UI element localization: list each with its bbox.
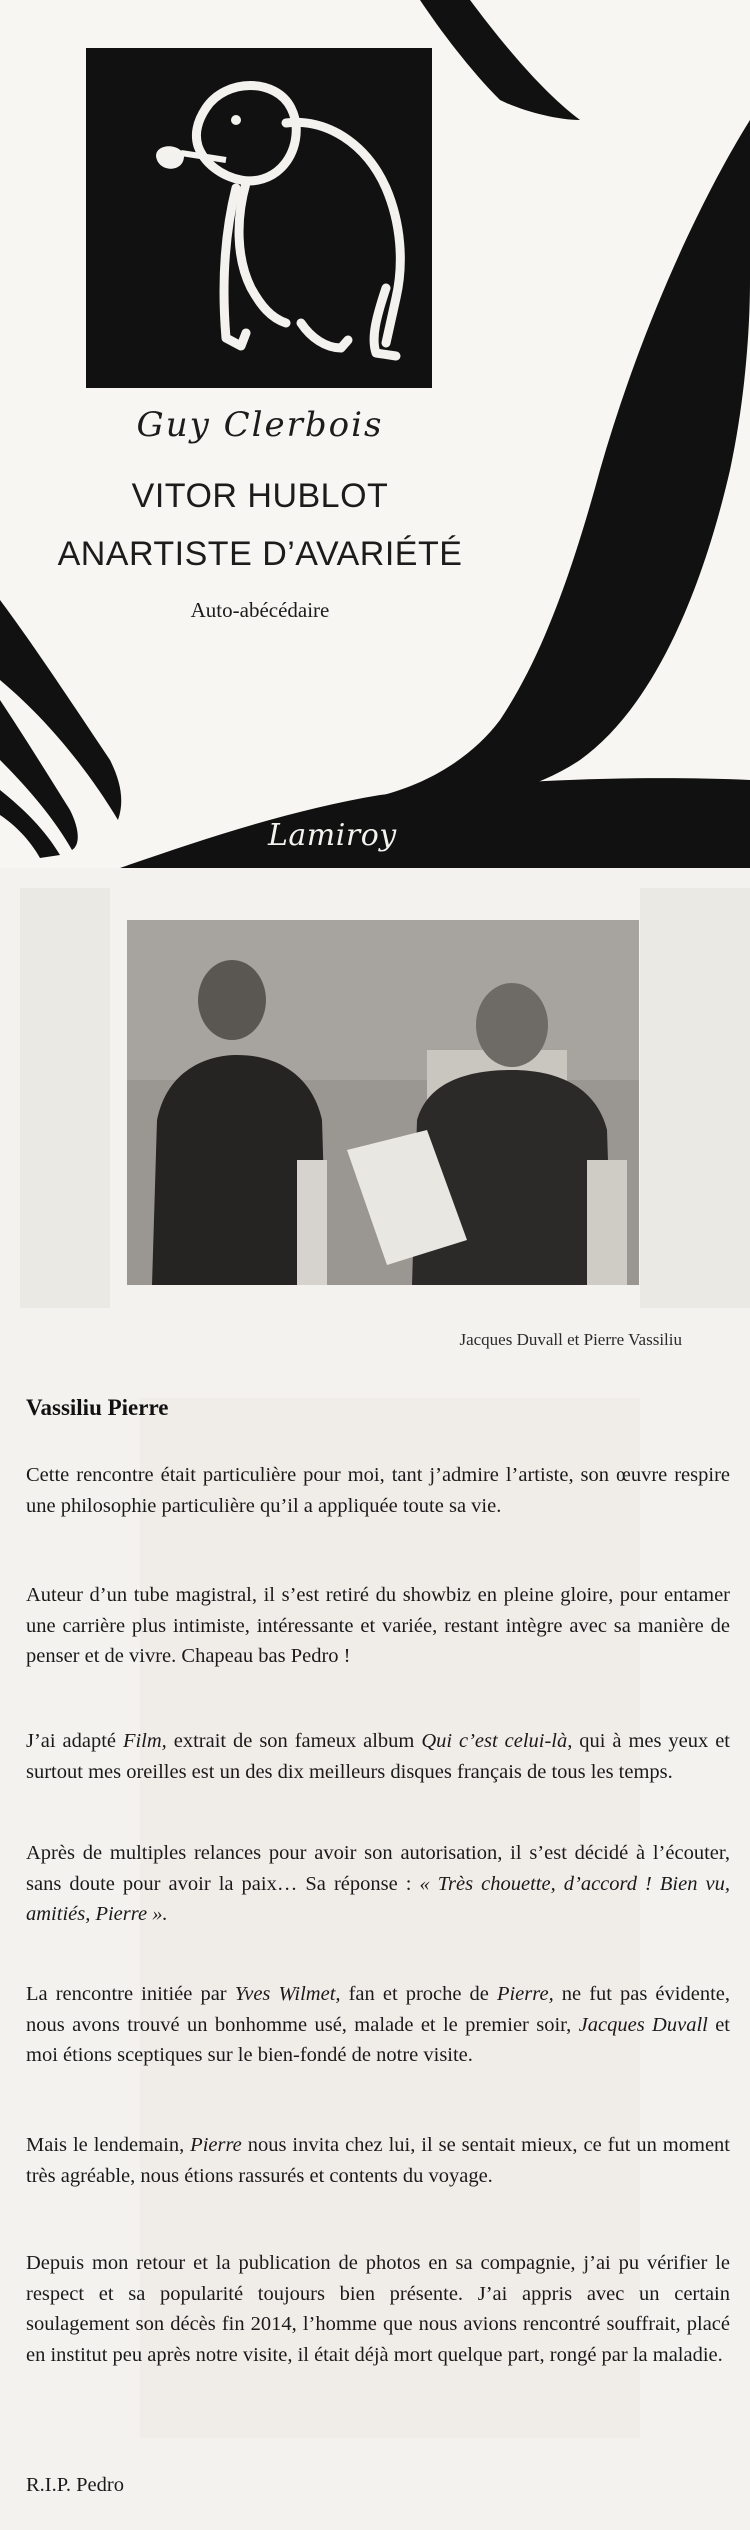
cover-title-line-1: VITOR HUBLOT: [131, 477, 389, 515]
cover-author: Guy Clerbois: [136, 405, 384, 445]
closing-line: R.I.P. Pedro: [26, 2474, 124, 2496]
paragraph-5: La rencontre initiée par Yves Wilmet, fan et proche de Pierre, ne fut pas évidente, nous avons trouvé un bonhomme usé, malade et le premier soir, Jacques Duvall et moi étions sceptiques sur le bien-fondé de notre visite.: [26, 1983, 730, 2066]
photo-caption: Jacques Duvall et Pierre Vassiliu: [459, 1330, 682, 1349]
cover-title-line-2: ANARTISTE D’AVARIÉTÉ: [57, 535, 463, 573]
book-cover: [0, 0, 750, 868]
publisher-logo: Lamiroy: [268, 818, 397, 853]
photo-duvall-vassiliu: [127, 920, 639, 1285]
paragraph-4: Après de multiples relances pour avoir son autorisation, il s’est décidé à l’écouter, sans doute pour avoir la paix… Sa réponse : « Très chouette, d’accord ! Bien vu, amitiés, Pierre ».: [26, 1842, 730, 1925]
album-title: Qui c’est celui-là,: [421, 1730, 573, 1752]
paragraph-1: Cette rencontre était particulière pour moi, tant j’admire l’artiste, son œuvre respire une philosophie particulière qu’il a appliquée toute sa vie.: [26, 1464, 730, 1517]
gorilla-with-pipe-icon: [86, 48, 432, 388]
person-name: Pierre,: [496, 1983, 554, 2005]
article-heading: Vassiliu Pierre: [26, 1395, 169, 1420]
person-name: Yves Wilmet,: [234, 1983, 341, 2005]
paragraph-3: J’ai adapté Film, extrait de son fameux album Qui c’est celui-là, qui à mes yeux et surtout mes oreilles est un des dix meilleurs disques français de tous les temps.: [26, 1730, 731, 1783]
photo-image: [127, 920, 639, 1285]
paragraph-7: Depuis mon retour et la publication de photos en sa compagnie, j’ai pu vérifier le respect et sa popularité toujours bien présente. J’ai appris avec un certain soulagement son décès fin 2014, l’homme que nous avions rencontré souffrait, placé en institut peu après notre visite, il était déjà mort quelque part, rongé par la maladie.: [26, 2252, 730, 2366]
book-page: [0, 868, 750, 2530]
paragraph-6: Mais le lendemain, Pierre nous invita chez lui, il se sentait mieux, ce fut un moment très agréable, nous étions rassurés et contents du voyage.: [26, 2134, 730, 2187]
gorilla-logo: [86, 48, 432, 388]
song-title: Film,: [122, 1730, 167, 1752]
cover-subtitle: Auto-abécédaire: [190, 598, 330, 622]
quote: « Très chouette, d’accord ! Bien vu, amitiés, Pierre ».: [26, 1872, 730, 1925]
person-name: Pierre: [190, 2134, 242, 2156]
paragraph-2: Auteur d’un tube magistral, il s’est retiré du showbiz en pleine gloire, pour entamer une carrière plus intimiste, intéressante et variée, restant intègre avec sa manière de penser et de vivre. Chapeau bas Pedro !: [26, 1584, 730, 1667]
person-name: Jacques Duvall: [578, 2013, 708, 2036]
